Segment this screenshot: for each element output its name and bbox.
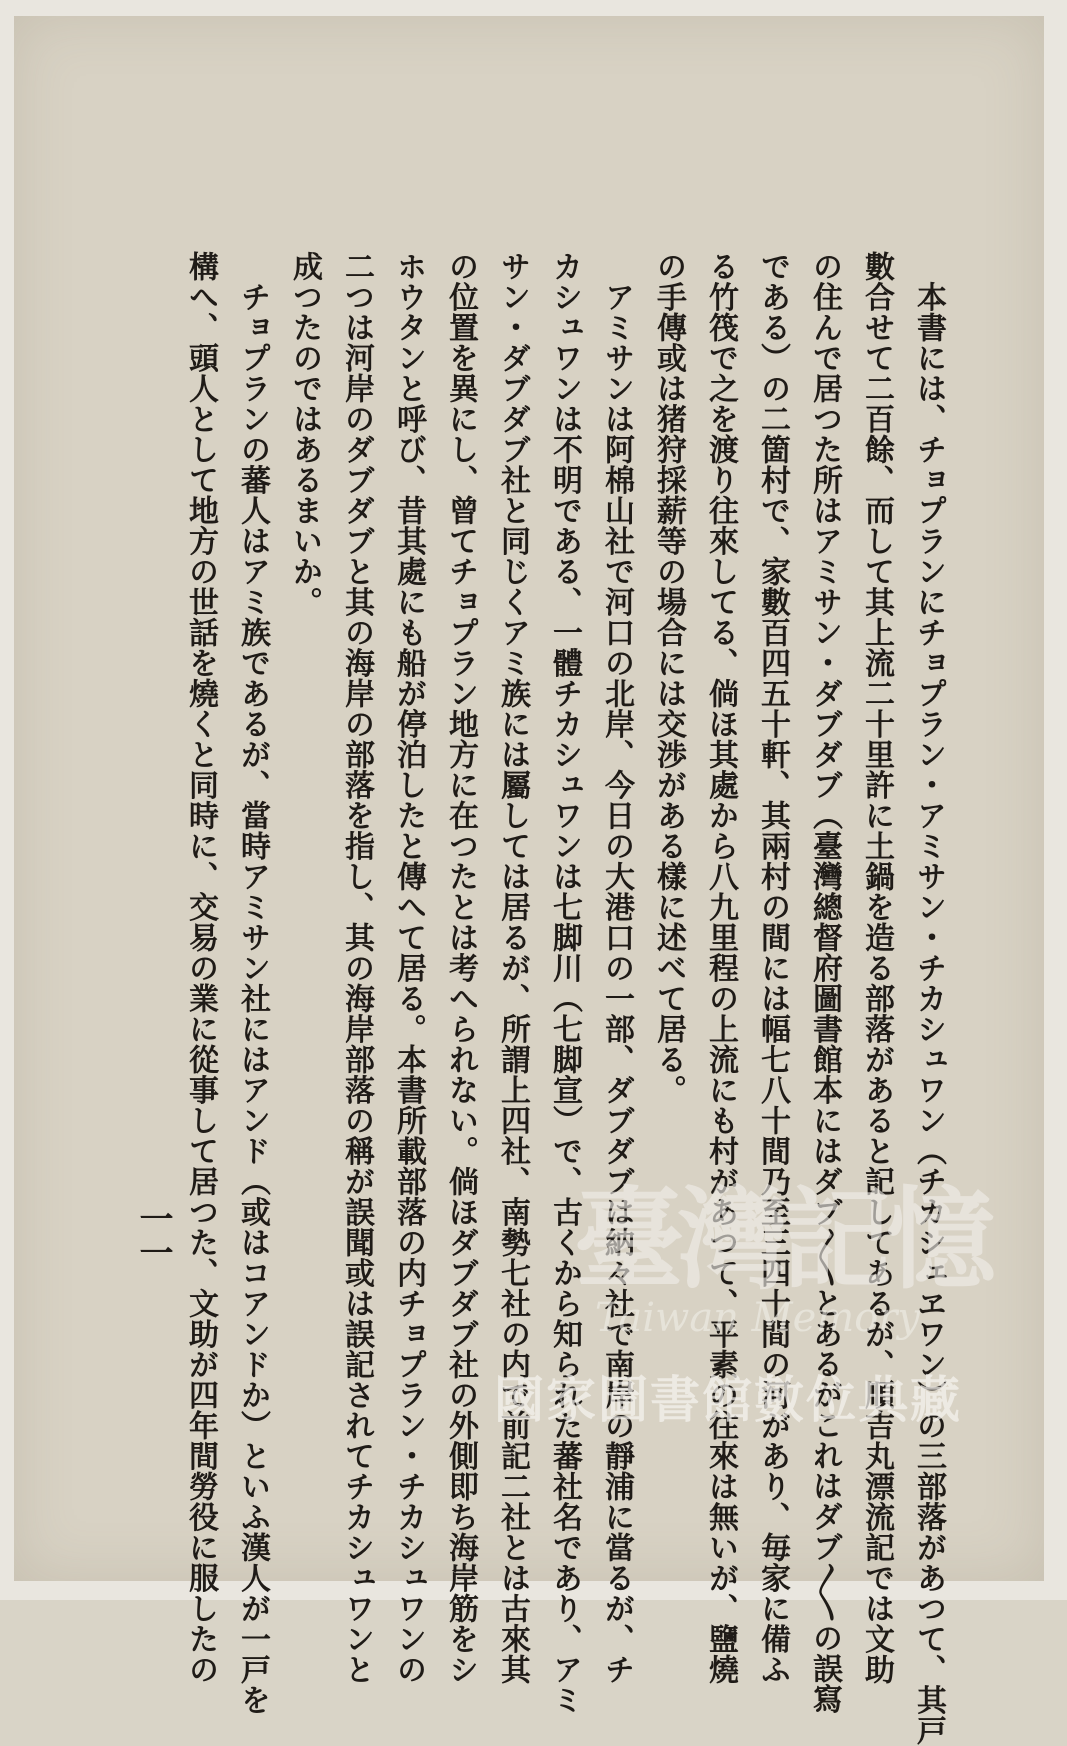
- text-line-6: の手傳或は猪狩採薪等の場合には交渉がある樣に述べて居る。: [651, 251, 686, 1105]
- text-line-4: である）の二箇村で、家數百四五十軒、其兩村の間には幅七八十間乃至三四十間の河があり、毎家に備ふ: [755, 251, 790, 1685]
- text-line-3: の住んで居つた所はアミサン・ダブダブ（臺灣總督府圖書館本にはダブ〳〵とあるがこれはダブ〳〵の誤寫: [807, 251, 842, 1714]
- page-number: 一一: [133, 1201, 173, 1269]
- watermark-sub: 國家圖書館數位典藏: [494, 1371, 962, 1429]
- text-line-11: ホウタンと呼び、昔其處にも船が停泊したと傳へて居る。本書所載部落の内チョプラン・チカシュワンの: [391, 251, 426, 1685]
- book-page: [14, 16, 1044, 1746]
- text-line-12: 二つは河岸のダブダブと其の海岸の部落を指し、其の海岸部落の稱が誤聞或は誤記されてチカシュワンと: [339, 251, 374, 1685]
- text-line-1: 本書には、チョプランにチョプラン・アミサン・チカシュワン（チカシェヱワン）の三部落があつて、其戸: [911, 251, 946, 1746]
- text-line-10: の位置を異にし、曾てチョプラン地方に在つたとは考へられない。倘ほダブダブ社の外側即ち海岸筋をシ: [443, 251, 478, 1685]
- text-line-7: アミサンは阿棉山社で河口の北岸、今日の大港口の一部、ダブダブは納々社で南岸の靜浦に當るが、チ: [599, 251, 634, 1685]
- text-line-13: 成つたのではあるまいか。: [287, 251, 322, 617]
- text-line-5: る竹筏で之を渡り往來してる、倘ほ其處から八九里程の上流にも村があつて、平素の往來は無いが、鹽燒: [703, 251, 738, 1685]
- text-line-14: チョプランの蕃人はアミ族であるが、當時アミサン社にはアンド（或はコアンドか）といふ漢人が一戸を: [235, 251, 270, 1715]
- text-line-9: サン・ダブダブ社と同じくアミ族には屬しては居るが、所謂上四社、南勢七社の内で前記二社とは古來其: [495, 251, 530, 1685]
- watermark-latin: Taiwan Memory: [594, 1295, 920, 1341]
- watermark-main: 臺灣記憶: [574, 1175, 990, 1304]
- text-line-15: 構へ、頭人として地方の世話を燒くと同時に、交易の業に從事して居つた、文助が四年間勞役に服したの: [183, 251, 218, 1685]
- text-line-8: カシュワンは不明である、一體チカシュワンは七脚川（七脚宣）で、古くから知られた蕃社名であり、アミ: [547, 251, 582, 1715]
- text-line-2: 數合せて二百餘、而して其上流二十里許に土鍋を造る部落があると記してあるが、順吉丸漂流記では文助: [859, 251, 894, 1685]
